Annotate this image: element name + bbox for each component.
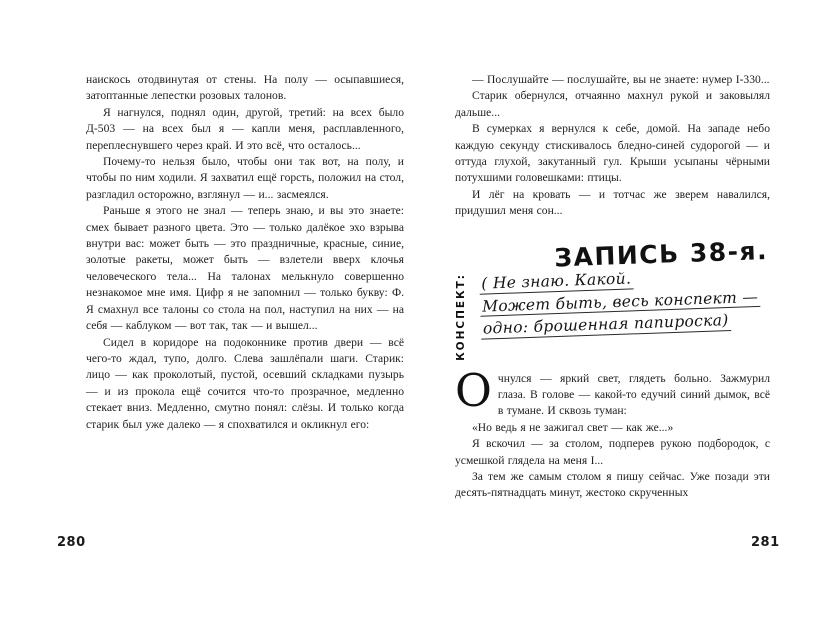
paragraph: Раньше я этого не знал — теперь знаю, и вы это знаете: смех бывает разного цвета. Это — только далёкое эхо взрыва внутри вас: может быть — это праздничные, красные, синие, золотые ракеты, может быть — взлетели вверх клочья человеческого тела... На талонах мелькнуло совершенно незнакомое мне имя. Цифр я не запомнил — только букву: Ф. Я смахнул все талоны со стола на пол, наступил на них — на себя — каблуком — вот так, так — и вышел... [86,204,404,333]
paragraph: Старик обернулся, отчаянно махнул рукой и заковылял дальше... [455,89,770,119]
handwritten-line: одно: брошенная папироска) [481,313,731,339]
handwritten-line: ( Не знаю. Какой. [479,271,633,294]
dropcap-letter: О [455,363,492,417]
dropcap-paragraph [455,363,770,420]
left-page-text-column [86,72,404,433]
paragraph: В сумерках я вернулся к себе, домой. На западе небо каждую секунду стискивалось бледно-синей судорогой — и оттуда глухой, закутанный гул. Крыши усыпаны чёрными потухшими головешками: птицы. [455,122,770,185]
handwritten-line: Может быть, весь конспект — [480,289,761,316]
paragraph: Я вскочил — за столом, подперев рукою подбородок, с усмешкой глядела на меня I... [455,437,770,467]
conspect-label: КОНСПЕКТ: [455,272,467,361]
paragraph: Я нагнулся, поднял один, другой, третий: на всех было Д-503 — на всех был я — капли меня, расплавленного, переплеснувшего через край. И это всё, что осталось... [86,105,404,152]
paragraph: И лёг на кровать — и тотчас же зверем навалился, придушил меня сон... [455,187,770,218]
entry-heading: ЗАПИСЬ 38-я. [553,235,769,273]
paragraph: «Но ведь я не зажигал свет — как же...» [472,420,674,434]
right-page-text-column [455,72,770,502]
paragraph: За тем же самым столом я пишу сейчас. Уже позади эти десять-пятнадцать минут, жестоко скрученных [455,470,770,500]
dropcap-paragraph-text: чнулся — яркий свет, глядеть больно. Зажмурил глаза. В голове — какой-то едучий синий дымок, всё в тумане. И сквозь туман: [497,371,770,418]
conspect-handwritten-note [471,262,773,360]
paragraph: Сидел в коридоре на подоконнике против двери — всё чего-то ждал, тупо, долго. Слева зашлёпали шаги. Старик: лицо — как проколотый, пустой, осевший складками пузырь — и из прокола ещё сочится что-то прозрачное, медленно стекает вниз. Медленно, смутно понял: слёзы. И только когда старик был уже далеко — я спохватился и окликнул его: [86,335,404,431]
paragraph: — Послушайте — послушайте, вы не знаете: нумер I-330... [472,73,770,86]
paragraph: Почему-то нельзя было, чтобы они так вот, на полу, и чтобы по ним ходили. Я захватил ещё горсть, положил на стол, разгладил осторожно, взглянул — и... засмеялся. [86,155,404,201]
page-number-right: 281 [751,535,780,550]
page-number-left: 280 [57,535,86,550]
conspect-block [455,269,770,361]
paragraph: наискось отодвинутая от стены. На полу — осыпавшиеся, затоптанные лепестки розовых талонов. [86,73,404,103]
